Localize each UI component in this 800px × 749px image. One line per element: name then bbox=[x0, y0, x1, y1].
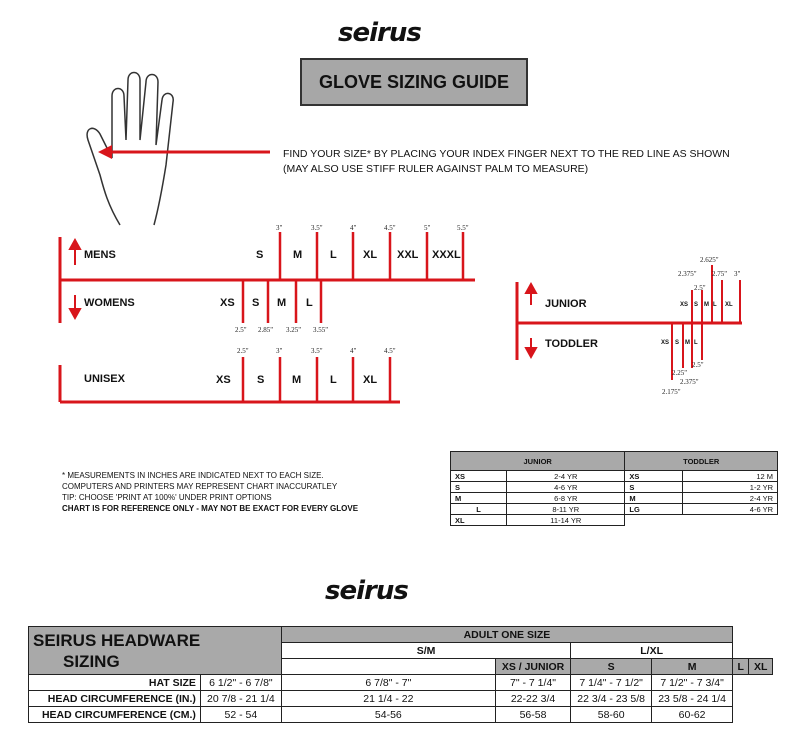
mens-size-xxl: XXL bbox=[397, 249, 419, 261]
headware-size-table bbox=[28, 626, 773, 723]
womens-tick: 3.55" bbox=[313, 326, 329, 334]
toddler-size-cell: M bbox=[625, 493, 682, 504]
cell: 60-62 bbox=[652, 707, 733, 723]
junior-size: S bbox=[694, 302, 699, 308]
junior-tick: 2.375" bbox=[678, 270, 697, 278]
womens-tick: 2.85" bbox=[258, 326, 274, 334]
note-3: TIP: CHOOSE 'PRINT AT 100%' UNDER PRINT OPTIONS bbox=[62, 493, 272, 502]
notes bbox=[62, 470, 358, 514]
mens-size-m: M bbox=[293, 249, 303, 261]
unisex-tick: 4" bbox=[350, 347, 357, 355]
row-label: HEAD CIRCUMFERENCE (IN.) bbox=[29, 691, 201, 707]
mens-tick: 5.5" bbox=[457, 224, 469, 232]
womens-size-xs: XS bbox=[220, 297, 235, 309]
seirus-logo-top: seirus bbox=[338, 18, 421, 48]
seirus-logo-bottom: seirus bbox=[325, 576, 408, 606]
unisex-tick: 2.5" bbox=[237, 347, 249, 355]
junior-tick: 2.625" bbox=[700, 256, 719, 264]
mens-tick: 4.5" bbox=[384, 224, 396, 232]
toddler-size: M bbox=[685, 340, 690, 346]
unisex-label: UNISEX bbox=[84, 373, 125, 385]
toddler-size-cell: S bbox=[625, 482, 682, 493]
lxl-header: L/XL bbox=[571, 643, 733, 659]
mens-tick: 5" bbox=[424, 224, 431, 232]
junior-age-cell: 2-4 YR bbox=[507, 471, 625, 482]
womens-size-s: S bbox=[252, 297, 260, 309]
col-m: M bbox=[652, 659, 733, 675]
cell: 22-22 3/4 bbox=[495, 691, 570, 707]
table-row bbox=[451, 504, 778, 515]
row-label: HEAD CIRCUMFERENCE (CM.) bbox=[29, 707, 201, 723]
toddler-size-cell: XS bbox=[625, 471, 682, 482]
sm-header: S/M bbox=[281, 643, 570, 659]
junior-size-cell: XS bbox=[451, 471, 507, 482]
unisex-tick: 3" bbox=[276, 347, 283, 355]
toddler-age-cell: 2-4 YR bbox=[682, 493, 777, 504]
cell: 21 1/4 - 22 bbox=[281, 691, 495, 707]
mens-size-l: L bbox=[330, 249, 337, 261]
womens-tick: 3.25" bbox=[286, 326, 302, 334]
junior-size: XL bbox=[725, 302, 733, 308]
note-1: * MEASUREMENTS IN INCHES ARE INDICATED NEXT TO EACH SIZE. bbox=[62, 471, 324, 480]
unisex-tick: 4.5" bbox=[384, 347, 396, 355]
junior-size: L bbox=[713, 302, 717, 308]
note-4: CHART IS FOR REFERENCE ONLY - MAY NOT BE EXACT FOR EVERY GLOVE bbox=[62, 504, 359, 513]
adult-one-size-header: ADULT ONE SIZE bbox=[281, 627, 732, 643]
cell: 58-60 bbox=[571, 707, 652, 723]
cell: 56-58 bbox=[495, 707, 570, 723]
junior-age-cell: 4-6 YR bbox=[507, 482, 625, 493]
junior-size: XS bbox=[680, 302, 689, 308]
cell: 6 1/2" - 6 7/8" bbox=[200, 675, 281, 691]
toddler-size: L bbox=[694, 340, 698, 346]
hand-outline-icon bbox=[87, 73, 173, 226]
cell: 22 3/4 - 23 5/8 bbox=[571, 691, 652, 707]
unisex-tick: 3.5" bbox=[311, 347, 323, 355]
mens-size-xl: XL bbox=[363, 249, 378, 261]
womens-label: WOMENS bbox=[84, 297, 135, 309]
toddler-age-cell: 1-2 YR bbox=[682, 482, 777, 493]
mens-label: MENS bbox=[84, 249, 116, 261]
mens-tick: 3.5" bbox=[311, 224, 323, 232]
col-xs-junior: XS / JUNIOR bbox=[495, 659, 570, 675]
toddler-label: TODDLER bbox=[545, 338, 598, 350]
unisex-size-xs: XS bbox=[216, 374, 231, 386]
toddler-header: TODDLER bbox=[625, 452, 778, 471]
toddler-age-cell: 12 M bbox=[682, 471, 777, 482]
headware-title-line-2: SIZING bbox=[63, 651, 120, 671]
toddler-tick: 2.5" bbox=[692, 361, 704, 369]
cell: 20 7/8 - 21 1/4 bbox=[200, 691, 281, 707]
junior-size-cell: XL bbox=[451, 515, 507, 526]
instructions-line-1: FIND YOUR SIZE* BY PLACING YOUR INDEX FINGER NEXT TO THE RED LINE AS SHOWN bbox=[283, 148, 730, 160]
page-title: GLOVE SIZING GUIDE bbox=[300, 58, 528, 106]
youth-size-table bbox=[450, 451, 778, 526]
toddler-size: XS bbox=[661, 340, 670, 346]
unisex-size-m: M bbox=[292, 374, 302, 386]
col-s: S bbox=[571, 659, 652, 675]
instructions-line-2: (MAY ALSO USE STIFF RULER AGAINST PALM TO MEASURE) bbox=[283, 163, 589, 175]
junior-header: JUNIOR bbox=[451, 452, 625, 471]
table-row bbox=[29, 691, 773, 707]
cell: 7" - 7 1/4" bbox=[495, 675, 570, 691]
junior-age-cell: 11-14 YR bbox=[507, 515, 625, 526]
junior-size-cell: M bbox=[451, 493, 507, 504]
table-row bbox=[451, 515, 778, 526]
mens-size-s: S bbox=[256, 249, 264, 261]
cell: 52 - 54 bbox=[200, 707, 281, 723]
cell: 23 5/8 - 24 1/4 bbox=[652, 691, 733, 707]
toddler-age-cell: 4-6 YR bbox=[682, 504, 777, 515]
junior-tick: 3" bbox=[734, 270, 741, 278]
junior-size: M bbox=[704, 302, 709, 308]
toddler-size-cell: LG bbox=[625, 504, 682, 515]
table-row bbox=[451, 471, 778, 482]
col-xl: XL bbox=[749, 659, 773, 675]
junior-tick: 2.75" bbox=[712, 270, 728, 278]
toddler-size: S bbox=[675, 340, 680, 346]
col-l: L bbox=[733, 659, 749, 675]
womens-size-l: L bbox=[306, 297, 313, 309]
womens-tick: 2.5" bbox=[235, 326, 247, 334]
mens-tick: 4" bbox=[350, 224, 357, 232]
cell: 6 7/8" - 7" bbox=[281, 675, 495, 691]
headware-title bbox=[29, 627, 282, 675]
junior-tick: 2.5" bbox=[694, 284, 706, 292]
table-row bbox=[29, 707, 773, 723]
unisex-size-xl: XL bbox=[363, 374, 378, 386]
note-2: COMPUTERS AND PRINTERS MAY REPRESENT CHART INACCURATLEY bbox=[62, 482, 338, 491]
headware-title-line-1: SEIRUS HEADWARE bbox=[33, 630, 201, 650]
table-row bbox=[451, 482, 778, 493]
table-row bbox=[451, 493, 778, 504]
junior-size-cell: L bbox=[451, 504, 507, 515]
junior-label: JUNIOR bbox=[545, 298, 587, 310]
unisex-size-s: S bbox=[257, 374, 265, 386]
row-label: HAT SIZE bbox=[29, 675, 201, 691]
cell: 54-56 bbox=[281, 707, 495, 723]
cell: 7 1/4" - 7 1/2" bbox=[571, 675, 652, 691]
junior-size-cell: S bbox=[451, 482, 507, 493]
toddler-tick: 2.175" bbox=[662, 388, 681, 396]
womens-size-m: M bbox=[277, 297, 287, 309]
toddler-tick: 2.375" bbox=[680, 378, 699, 386]
cell: 7 1/2" - 7 3/4" bbox=[652, 675, 733, 691]
empty-corner bbox=[281, 659, 495, 675]
table-row bbox=[29, 675, 773, 691]
mens-size-xxxl: XXXL bbox=[432, 249, 461, 261]
unisex-size-l: L bbox=[330, 374, 337, 386]
mens-tick: 3" bbox=[276, 224, 283, 232]
junior-age-cell: 8-11 YR bbox=[507, 504, 625, 515]
junior-age-cell: 6-8 YR bbox=[507, 493, 625, 504]
toddler-tick: 2.25" bbox=[672, 369, 688, 377]
